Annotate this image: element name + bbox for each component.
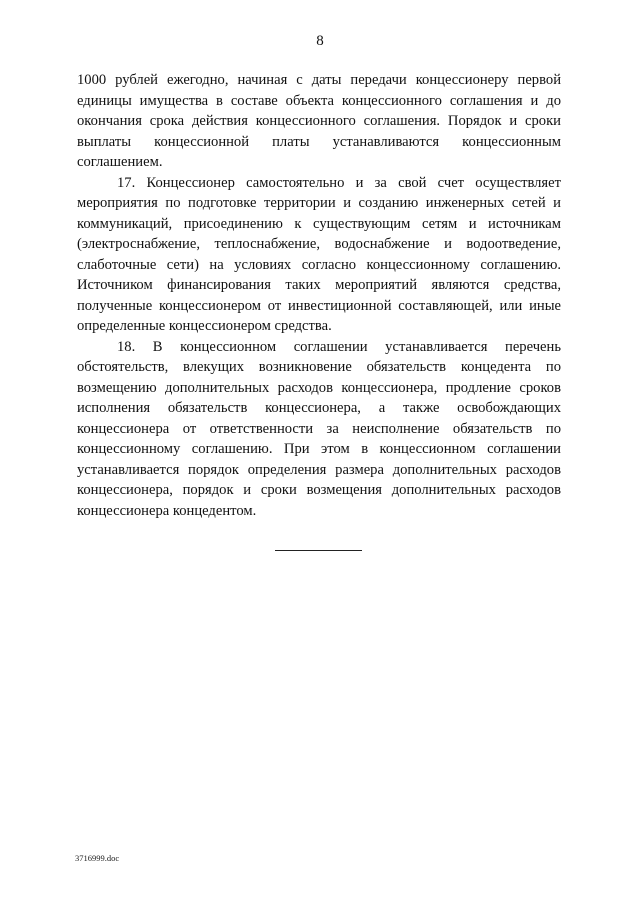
end-separator-line bbox=[275, 550, 362, 551]
paragraph-item-17: 17. Концессионер самостоятельно и за свой счет осуществляет мероприятия по подготовке территории и созданию инженерных сетей и коммуникаций, присоединению к существующим сетям и источникам (электроснабжение, теплоснабжение, водоснабжение и водоотведение, слаботочные сети) на условиях согласно концессионному соглашению. Источником финансирования таких мероприятий являются средства, полученные концессионером от инвестиционной составляющей, или иные определенные концессионером средства. bbox=[77, 174, 561, 334]
paragraph-continuation: 1000 рублей ежегодно, начиная с даты передачи концессионеру первой единицы имущества в составе объекта концессионного соглашения и до окончания срока действия концессионного соглашения. Порядок и сроки выплаты концессионной платы устанавливаются концессионным соглашением. bbox=[77, 72, 561, 170]
page-number: 8 bbox=[316, 33, 324, 49]
paragraph-item-18: 18. В концессионном соглашении устанавливается перечень обстоятельств, влекущих возникновение обязательств концедента по возмещению дополнительных расходов концессионера, продление сроков исполнения обязательств концессионера, а также освобождающих концессионера от ответственности за неисполнение обязательств по концессионному соглашению. При этом в концессионном соглашении устанавливается порядок определения размера дополнительных расходов концессионера, порядок и сроки возмещения дополнительных расходов концессионера концедентом. bbox=[77, 338, 561, 519]
footer-file-name: 3716999.doc bbox=[75, 853, 120, 863]
document-body bbox=[77, 70, 561, 521]
